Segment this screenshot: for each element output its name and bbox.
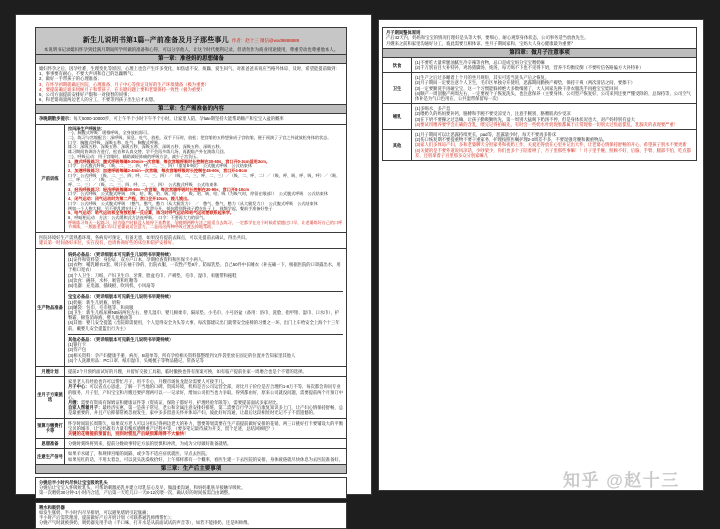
right-page-content <box>382 28 697 161</box>
text-line: 5、哈气运动：哈气运动和全身放松第一反应算，练习时呼气运动和哈气运动要联系起来学。 <box>68 210 235 216</box>
text-line: 例如一个人抱大腿，另不要乱蹬在肚子上，发泄分开，抵抗蹬别将孩子蹬在肚子上，视频学起，餐前手准备好垫子 <box>68 205 273 211</box>
table-row-budget <box>35 418 347 440</box>
supplies-block-mother-title: 妈妈必备品：（更详细版本可见新生儿说明书早期待续） <box>68 251 174 257</box>
text-line: (4)关键的是不要外道说风凉话，少吵架少，你们也多个子陪着哄了，月子里那些事嘛！！月子里手腕、照顾不好、后脑、手臂、腿部不怕、吃点都差、还别拿着子宫里那多众分别家嘛儿 <box>415 147 691 158</box>
text-line: (1)月子期间可以让恶露持续更长，pad等，恶露量少时，每天不要再多卧床 <box>415 132 557 138</box>
row-label-zuoyuezi: 坐月子方案挑选 <box>36 377 65 417</box>
row-label-other: 其他 <box>383 130 412 160</box>
text-line: (5)电器：充电器、插线板、吹风机、小风扇等 <box>68 282 155 288</box>
document-page-right <box>379 20 703 490</box>
text-line: (4)个人洗漱用品：PC口罩、纸巾湿巾、头绳梳子等物品随记，常备记等 <box>68 357 204 363</box>
chapter1-body <box>35 63 347 105</box>
text-line: 如发生胀奶，半小时内尽早排奶，可以避免堵奶引起胀痛； <box>39 510 151 516</box>
text-line: 产后42天内，妈妈和宝宝的情况打理好是头等大事，要细心、耐心观察身体状态，公司事务适当放放先生。 <box>386 35 589 41</box>
text-line: 练习：深吸五秒、深吸五秒、深吸五秒、深吸五秒、深吸五秒、深吸五秒、深吸五秒。 <box>68 144 224 150</box>
principles-lines <box>386 35 693 45</box>
text-line: (2)伤口恢复期不要提重物不要干重家务，护理按照医嘱护理2-3周差不多，不要逞强弯腰和搬重物品。 <box>415 137 607 143</box>
table-row-training <box>35 124 347 233</box>
row-label-diet: 饮食 <box>383 58 412 72</box>
text-line: 4、要提前确定谁来伺候月子和带孩子，在关键问题上要和老婆保持一致性（极为重要） <box>39 86 205 92</box>
text-line: 1、事事要有耐心，不要大声讲和自己的急躁脾气； <box>39 71 136 77</box>
chapter3-block2-title: 喂水和吸奶器 <box>39 504 65 510</box>
document-page-left <box>16 15 371 526</box>
text-line: 3、轻浅呼吸练习：轻浅呼吸每隔30-60s一次宫缩，每次宫缩呼吸时长控制在30-90s，宫口开8-10cm <box>68 186 250 192</box>
text-line: 练习期间协调各方进行，松音和认真交替，学不会再多练几场，再跟临产外在演练几回。 <box>68 149 228 155</box>
text-line: (3)相关资料：孕产妇健康手册、病历、B超单等，所有孕检相关资料都整理到文件袋里放在固定的位置并告知家里其他人 <box>68 352 296 358</box>
row-label-budget: 预算与缴费打卡等 <box>36 419 65 439</box>
table-row-diet <box>382 57 697 73</box>
text-line: (2)月子期间一定要注意个人卫生，毛巾区单独分开使用，恶露期间勤换产褥垫，保持干爽（两次清洁之间，要擦干） <box>415 80 636 86</box>
yuesao-row-content <box>65 367 346 376</box>
supplies-block-mother <box>68 251 343 290</box>
chapter3-block1 <box>35 477 347 499</box>
text-line: 2、加速呼吸练习：加速呼吸每隔2-4min一次宫缩，每次宫缩呼吸时长控制在45-60s，宫口开4-8cm <box>68 167 248 173</box>
left-page-content <box>35 27 347 529</box>
table-row-environment <box>35 232 347 248</box>
chapter3-block2-lines <box>39 510 343 526</box>
supplies-block-other-title: 其他必备品：（更详细版本可见新生儿说明书早期待续） <box>68 336 174 342</box>
chapter4-header: 第四章：做月子注意事项 <box>382 48 697 58</box>
text-line: 2、做好一手带孩子的心理准备； <box>39 76 102 82</box>
text-line: 4、闭气运动：闭气运动时为第二产程，宫口全开10cm，娩儿娩出。 <box>68 196 192 202</box>
text-line: (4)其他：婴儿安全提篮（出院即需使用，个人觉得安全为头等大事，每次都建议出门就带安全座椅的习惯之一环，出门上车给安全上海个十三年前，戴婴儿安全提篮出行为主） <box>68 320 340 331</box>
text-line: (2)千万别盲目大补特补，鸡汤猪脚汤、炖汤，每天喝不下也不见得下奶，营养不均衡反倒（不要听信各路偏方大补特补） <box>415 65 644 71</box>
chapter3-block2 <box>35 502 347 529</box>
environment-row-content <box>36 233 346 247</box>
supplies-block-other-lines <box>68 342 343 363</box>
nursing-row-content <box>412 104 696 129</box>
chapter3-block1-lines <box>39 485 343 495</box>
chapter3-header: 第三章：生产后主要事项 <box>35 464 347 474</box>
text-line: 1、腹式呼吸练习：腹式呼吸每隔5-20min一次宫缩，每次宫缩呼吸时长控制在30-60s，宫口开0-3cm适用3cm。 <box>68 158 270 164</box>
text-line: 半小时产后需管理清，提前做好产后开奶计划（可联系通乳师傅帮忙）； <box>39 515 175 521</box>
text-line: (3)家人们多体谅产妇，多和老婆聊天分担家务和夜奶工作，关爱还得放在心里并记出大件，让老婆心情保持舒畅的开心，希望孩子别水不要更新 <box>415 142 687 148</box>
walk-row-content <box>36 114 346 123</box>
text-line: 家里老人有经验也许可以帮忙月子，用不专心，月嫂市场鱼龙混杂需要人可接手几。 <box>68 379 227 385</box>
supplies-block-mother-lines <box>68 257 343 288</box>
text-line: 分娩时刻终将到来，提前分娩故事特定方法的畏惧和冲淡，为成为父母做好准备就绪。 <box>68 441 232 447</box>
text-line: 分娩产气时就被挤奶，吸奶器先用手动（手口味，打开水是从前面试试的声音等），如若不能排奶，还是叫师傅。 <box>39 520 252 526</box>
text-line: 6、呼暗相运动 方法：公式缓和式方法连呼吸。 口令：不要再大力的屏气。 <box>68 214 208 220</box>
row-label-hygiene: 卫生 <box>383 73 412 103</box>
chapter1-header: 第一章：准爸妈的思想储备 <box>35 54 347 64</box>
row-label-signal: 注意生产信号 <box>36 449 65 463</box>
text-line: 拉玛泽生产呼吸法： <box>68 125 105 131</box>
text-line: 3、在怀孕初期就确定医院、心理准备、月子中心等预定及好的生产环境储备（极为重要） <box>39 81 209 87</box>
text-line: 提前2个月预约面试好的月嫂，并留好交接工具箱，临时撤换也得有预案可换，如有临产提前住家一周磨合也是个不错的选择。 <box>68 368 307 374</box>
text-line: (1)证件和资料袋：身份证、双方户口本、孕期检查资料和医保卡小两人。 <box>68 256 207 262</box>
text-line: (1)多喝水、多产息 <box>415 106 451 112</box>
text-line: (3)个人卫生：刀纸、产妇卫生巾、牙膏、脸盆毛巾、产褥垫、毛巾、湿巾、束腹带和拖鞋 <box>68 272 237 278</box>
text-line: 如果羊水破了，和规律宫缩的间隔，或少等不适应症状就医，早点去医院。 <box>68 451 210 457</box>
document-title-row <box>38 29 344 47</box>
document-subtitle: 本说明书记录媳妇怀孕到娃满月期间所学所做的准备和心得，可以分享他人，让这个时代便利记录，但请勿作为商业用途使用，尊重劳动也尊重他本人。 <box>43 47 339 52</box>
chapter3-block1-title: 分娩后半小时内尽快让宝宝吸吮乳头 <box>39 479 108 485</box>
principles-block <box>382 27 697 49</box>
text-line: (4)顺产一周剖腹产两周左右，一定要视个子恢复洗头，也注意保养（主要身体、公司型产恢复好、公司来到还要严懂受除的、总保持等，公司空气体补是为气口色用在、公共湿带保留每一次） <box>415 90 691 102</box>
table-row-hygiene <box>382 72 697 104</box>
text-line: 如果见红的话，不用太着急，可以洗头洗澡收拾好，上午那样那有一个概率，看医生建一下去医院的安排，身体疲倦就尽快休息为去医院准备好。 <box>68 456 343 462</box>
table-row-other <box>382 129 697 161</box>
text-line: 口令：公式腹式呼吸，（吸、二、三、四、呼、二、三、四）（重复6-9次） 公式腹式呼吸 公式结束休 <box>68 163 252 169</box>
table-row-mind <box>35 438 347 449</box>
training-row-content <box>65 125 346 232</box>
row-label-training: 产前训练 <box>36 125 65 232</box>
supplies-block-baby-title: 宝宝必备品：（更详细版本可见新生儿说明书早期待续） <box>68 294 174 300</box>
supplies-block-baby-lines <box>68 300 343 331</box>
diet-row-content <box>412 58 696 72</box>
text-line: 口令：胸腹式呼吸，深吸五秒、吐气，胸腹式呼吸。 <box>68 139 163 145</box>
row-label-supplies: 生产物品准备 <box>36 249 65 366</box>
mind-row-content <box>65 439 346 448</box>
text-line: (1)不要吃大量荤腥油腻生冷辛辣等食物，忌口是成宝妈分宝宝喂奶嘛 <box>415 59 545 65</box>
text-line: (4)饮食：碗筷、水杯、吸管和红糖等 <box>68 277 138 283</box>
text-line: 分娩后让宝宝入怀吸吮乳头，可帮助刺激泌乳并建立母乳信心及早，做温柔沟通，和妈妈肌肤早接触早吸吮。 <box>39 485 246 491</box>
hygiene-row-content <box>412 73 696 103</box>
budget-row-content <box>65 419 346 439</box>
signal-row-content <box>65 449 346 463</box>
text-line: 月嫂：需要有资质有保姆证和健康证件等（资质证、保险子都好号、护理经验年限等），需要提前面试多家对比。 <box>68 399 281 405</box>
text-line: (1)生产之后过多睡着上个月的坐月规矩，其实可适当洗头产后之恢复。 <box>415 75 550 81</box>
text-line: (2)待产包 <box>68 347 87 353</box>
text-line: (4)要试用喂养要学会正确的含乳，喂完记得拍嗝先，有时会一些奶水吐奶现象都属于正常现象一切别太过焦虑慌乱，乳腺炎的表现要严重！ <box>415 121 679 127</box>
table-row-signal <box>35 448 347 464</box>
text-line: 三)、呼吸运动：用于宫缩时，辅助减轻阵痛的呼吸方法，减少子宫负压。 <box>68 153 201 159</box>
zhihu-watermark: 知乎 @赵十三 <box>563 471 680 490</box>
text-line: 媳妇怀孕之后，因孕吐难、生理变化等原因，心理上也会产生许多变化，如焦虑不安、烦躁、爱生闷气，对准爸爸来说应当格外体谅、及时，希望能提前做到： <box>39 66 340 71</box>
principles-title: 月子期间整体原则 <box>386 30 421 35</box>
text-line: 呼、二、三）／（吸、二、三、四、呼、二、三、四） 公式腹式呼吸 公式结束休 <box>68 182 218 188</box>
text-line: (2)喂奶久的妈妈要补钙，胳膊和手腕不要受凉受力，注意手腕别、胳膊肌肉少受凉 <box>415 111 571 117</box>
text-line: 孕晚期散步提示：每天5000-10000步，可上午半个小时下午半个小时，让家里人陪，孕late期坚持大能帮助顺产和宝宝入盆的概率 <box>39 116 284 122</box>
text-line: 建议第一时间备好床位，实在没有，也请协商好些的床位和陪护安排好。 <box>39 240 177 246</box>
text-line: 呼吸练习每天一起练习，因为临产时候没人能停下来教你，孕晚期两种方法之间适当去练习，一定都学在这个时候希望越过口早，让老婆练好自己的口呼节奏练，一般跟老婆口早让老婆说话注意力，二是再这两种呼吸过渡去掉地帮助。 <box>68 219 343 230</box>
text-line: (3)卫生：新生儿纸尿裤NB码两包左右、婴儿湿巾、婴儿棉柔巾、隔尿垫、小毛巾、小号浴盆（备用：浴巾、洗脸、指甲钳、湿巾、口水巾）、护臀霜、棉签消毒液、婴儿抚触油等 <box>68 309 340 321</box>
document-title: 新生儿说明书第1篇--产前准备及月子那些事儿 <box>82 37 229 44</box>
supplies-block-other <box>68 334 343 364</box>
supplies-block-baby <box>68 291 343 332</box>
zuoyuezi-row-content <box>65 377 346 417</box>
text-line: (1)奶瓶：新生儿奶瓶、奶粉 <box>68 299 121 305</box>
text-line: (1)银行卡 <box>68 342 87 348</box>
text-line: 关键的花销提前预留出，别到时慌乱产后缺预算闹得不大愉快！ <box>68 431 189 436</box>
text-line: 口令：公式呼吸 公式腹式呼吸 （吸、哈、吸、哈、吸、哈 ／ 吸、哈、吸、哈、吸（为吸气时，停留在喉部）） 公式腹式呼吸 公式结束休 <box>68 191 328 197</box>
row-label-nursing: 哺乳 <box>383 104 412 129</box>
text-line: 口令：公式呼吸 公式腹式呼吸 （憋气、憋气、憋力（从大腿发力） ／ 憋气、憋气、憋力（从大腿发力）） 公式腹式呼吸 公式结束休 <box>68 200 318 206</box>
table-row-zuoyuezi <box>35 376 347 418</box>
text-line: 自家人帮着月子：最经济实惠，第一是孩子常见，老公和亲属注意安排好排班，第二需要自行学习产后康复知识多上门，让产妇心情保持舒畅，总是最重要的，并且产后抑郁常被忽视发生，家中多多留意关怀并体谅产妇，彼此好好沟通，让最后这段相处时光记不子不留遗憾的。 <box>68 405 343 416</box>
table-row-nursing <box>382 103 697 130</box>
text-line: 口令：公式呼吸 （吸、二、三、四、呼、二、三、四）／（吸、二、三、呼、二、三）／（吸、二、呼、二）／（吸、呼、吸、呼、吸、呼）／（吸、二、呼、二）／（吸、二、三、 <box>68 172 341 183</box>
text-line: (3)一定要勤洗手再碰宝宝，这一个习惯能躲掉绝大多数细菌了，大人回家先换干净衣服洗手再抱宝宝娃回回 <box>415 85 618 91</box>
text-line: (2)睡袋：包巾、毛巾毯等、和尚服 <box>68 304 134 310</box>
text-line: 医院环境好生产需熟悉环境，各病房可预定，有备无患，如果没有提前去踩点，可以先提前去确认，得出共识。 <box>39 235 250 241</box>
text-line: (3)在下奶不要操之过急嘛，让孩子勤吸勤吮先，第一周别大猛喝下奶汤不停，但是身体状况也大，对产妈特别有益大 <box>415 116 636 122</box>
text-line: 一)、胸腹式呼吸：缓慢呼吸，全身放松即可。 <box>68 130 152 136</box>
text-line: 第一次喂奶30分钟-1小时内合适，产后第一天吃几口一天8-12次喂一次，确认好的时间按需自由调整。 <box>39 490 233 496</box>
document-author: 作者：赵十三 微信@wxd9888889 <box>231 38 300 43</box>
text-line: 5、公司方面提前安排好产假和一对接替的同事； <box>39 92 132 98</box>
text-line: 6、和老婆商量两边老人的分工，不要等到孩子出生后才去想。 <box>39 97 158 103</box>
text-line: (2)衣物：哺乳睡衣2套、吸汗长袖干净的、出院衣服、一次性产垫8片、防溢乳垫、自己50件中长睡衣（补充确一下，根据医院的口罩露出水，用于相口宽衣） <box>68 262 341 273</box>
text-line: 二)、练习与宫缩配合：深呼吸、屏息、吐气、放松，双手下压时，放松；把宫缩的五秒想象成子宫收缩，便于预演了子宫之外就放松身体的状态。 <box>68 135 332 141</box>
chapter2-header: 第二章：生产需准备的内容 <box>35 104 347 114</box>
document-title-block <box>35 27 347 55</box>
text-line: 月子中心：可以省点心思虑，了解一下当地的口碑、资质环境，机构是否公司运营全部，对比月子价位是否合理约1-8万不等，每次都会询问专业的服务，月子里，产妇宝宝和月嫂还要护理两可以一一记录好，增加公司担当也力争取，得到都由好，原来公司就没问题，需要提前两个月预订中心。 <box>68 384 343 400</box>
supplies-row-content <box>65 249 346 366</box>
row-label-mind: 思想准备 <box>36 439 65 448</box>
table-row-supplies <box>35 248 347 367</box>
text-line: 月嫂来之前和家里沟通好分工，彼此需要互相体谅，坐月子期间家和，宝妈大人身心健康最为重要？ <box>386 40 576 46</box>
table-row-yuesao <box>35 366 347 377</box>
text-line: 怀孕时间较长周期久，如果双方老人可以分担记得两边老大的补力，想要筹划需要在生产前提前做好安排的花销，两三口挑好打卡要铺设大的平衡宝贝的城市，让宝妈既有力量有愧疚感侧重产过程中等，（要多笔记最待减为开支，留个足迹，总结回顾吧？） <box>68 420 343 431</box>
row-label-yuesao: 月嫂计划 <box>36 367 65 376</box>
table-row-walk <box>35 113 347 124</box>
other-row-content <box>412 130 696 160</box>
